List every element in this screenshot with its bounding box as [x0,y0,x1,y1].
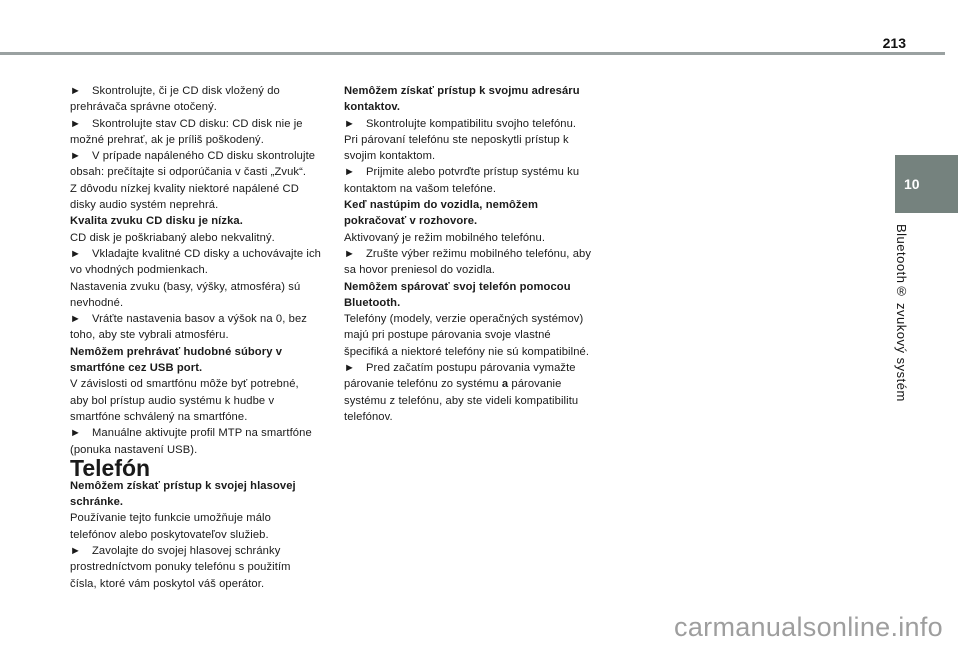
bullet-icon: ► [70,85,81,97]
text-line [344,148,644,164]
text-run: V prípade napáleného CD disku skontrolujte [92,150,316,163]
text-line [70,197,344,213]
bullet-icon: ► [70,247,81,260]
text-line [344,99,644,115]
text-line [70,213,344,229]
bullet-icon: ► [344,362,355,375]
bullet-icon: ► [70,117,81,130]
watermark-text: carmanualsonline.info [674,612,943,642]
text-run: svojim kontaktom. [344,150,436,163]
text-line [344,83,644,99]
text-line [70,527,344,543]
manual-page-body [70,83,644,592]
text-line [344,279,644,295]
bullet-icon: ► [70,150,81,163]
text-line [70,494,344,510]
bullet-icon: ► [344,117,355,130]
text-run: majú pri postupe párovania svoje vlastné [344,329,551,342]
text-run: čísla, ktoré vám poskytol váš operátor. [70,577,265,590]
text-run: nevhodné. [70,296,124,309]
text-line [70,279,344,295]
text-run: Nemôžem spárovať svoj telefón pomocou [344,280,571,293]
text-line [70,181,344,197]
text-run: pokračovať v rozhovore. [344,215,478,228]
right-column [344,83,644,592]
text-line [344,181,644,197]
text-line [344,164,644,180]
text-run: Pred začatím postupu párovania vymažte [366,362,576,375]
text-line [344,246,644,262]
header-rule [0,52,945,55]
text-run: Aktivovaný je režim mobilného telefónu. [344,231,546,244]
text-run: (ponuka nastavení USB). [70,443,198,456]
text-line [70,543,344,559]
text-line [70,262,344,278]
text-line [70,99,344,115]
page-number: 213 [882,35,906,51]
text-line [344,376,644,392]
text-line [344,311,644,327]
text-run: Používanie tejto funkcie umožňuje málo [70,512,271,525]
bullet-icon: ► [70,545,81,558]
text-run: kontaktom na vašom telefóne. [344,182,497,195]
text-line [70,344,344,360]
text-run: Skontrolujte stav CD disku: CD disk nie je [92,117,303,130]
section-heading [70,454,344,481]
text-run: prehrávača správne otočený. [70,101,217,114]
text-run: Z dôvodu nízkej kvality niektoré napálené CD [70,182,299,195]
text-run: Zrušte výber režimu mobilného telefónu, aby [366,247,592,260]
chapter-tab [895,155,958,213]
text-line [70,311,344,327]
text-run: Pri párovaní telefónu ste neposkytli prístup k [344,133,569,146]
text-run: možné prehrať, ak je príliš poškodený. [70,133,264,146]
text-run: Keď nastúpim do vozidla, nemôžem [344,199,538,212]
text-run: a [501,378,509,391]
text-line [70,360,344,376]
bullet-icon: ► [344,166,355,179]
text-line [70,83,344,99]
text-line [344,213,644,229]
text-line [70,295,344,311]
text-run: Nemôžem získať prístup k svojej hlasovej [70,479,296,492]
text-line [344,230,644,246]
text-run: kontaktov. [344,101,401,114]
text-line [70,376,344,392]
text-line [70,164,344,180]
text-line [344,116,644,132]
text-run: telefónov. [344,410,393,423]
text-line [70,116,344,132]
text-line [70,559,344,575]
left-column [70,83,344,592]
text-line [344,197,644,213]
text-run: párovanie telefónu zo systému [344,378,502,391]
text-line [344,132,644,148]
text-run: Prijmite alebo potvrďte prístup systému ku [366,166,580,179]
text-run: Nastavenia zvuku (basy, výšky, atmosféra) sú [70,280,301,293]
text-run: špecifiká a niektoré telefóny nie sú kompatibilné. [344,345,590,358]
bullet-icon: ► [70,313,81,326]
text-line [344,393,644,409]
chapter-title-vertical: Bluetooth® zvukový systém [894,224,909,402]
text-run: aby bol prístup audio systému k hudbe v [70,394,275,407]
text-run: telefónov alebo poskytovateľov služieb. [70,528,269,541]
text-run: sa hovor preniesol do vozidla. [344,264,496,277]
chapter-tab-label: 10 [904,176,920,192]
text-run: smartfóne cez USB port. [70,362,203,375]
text-run: Nemôžem získať prístup k svojmu adresáru [344,85,580,97]
text-line [70,478,344,494]
text-line [344,344,644,360]
text-run: systému z telefónu, aby ste videli kompatibilitu [344,394,579,407]
text-run: Skontrolujte kompatibilitu svojho telefónu. [366,117,577,130]
text-line [70,246,344,262]
text-line [344,409,644,425]
text-line [70,425,344,441]
text-run: párovanie [508,378,562,391]
text-run: Skontrolujte, či je CD disk vložený do [92,85,280,97]
text-line [70,393,344,409]
text-run: obsah: prečítajte si odporúčania v časti „Zvuk“. [70,166,307,179]
text-run: smartfóne schválený na smartfóne. [70,410,248,423]
text-run: schránke. [70,496,124,509]
text-line [344,295,644,311]
text-line [70,576,344,592]
text-run: Kvalita zvuku CD disku je nízka. [70,215,243,228]
text-run: Nemôžem prehrávať hudobné súbory v [70,345,283,358]
text-run: Telefón [70,454,151,481]
text-run: prostredníctvom ponuky telefónu s použitím [70,561,291,574]
text-line [70,409,344,425]
text-line [70,327,344,343]
bullet-icon: ► [70,427,81,440]
text-run: toho, aby ste vybrali atmosféru. [70,329,229,342]
text-line [344,262,644,278]
text-line [70,230,344,246]
text-run: V závislosti od smartfónu môže byť potrebné, [70,378,299,391]
text-line [344,327,644,343]
text-run: Bluetooth. [344,296,401,309]
bullet-icon: ► [344,247,355,260]
text-line [70,510,344,526]
text-run: Telefóny (modely, verzie operačných systémov) [344,313,584,326]
text-run: vo vhodných podmienkach. [70,264,208,277]
text-run: Manuálne aktivujte profil MTP na smartfóne [92,427,312,440]
text-run: disky audio systém neprehrá. [70,199,219,212]
text-line [344,360,644,376]
text-line [70,148,344,164]
text-line [70,132,344,148]
text-run: Vkladajte kvalitné CD disky a uchovávajte ich [92,247,321,260]
text-run: Zavolajte do svojej hlasovej schránky [92,545,281,558]
text-run: CD disk je poškriabaný alebo nekvalitný. [70,231,275,244]
text-run: Vráťte nastavenia basov a výšok na 0, bez [92,313,307,326]
